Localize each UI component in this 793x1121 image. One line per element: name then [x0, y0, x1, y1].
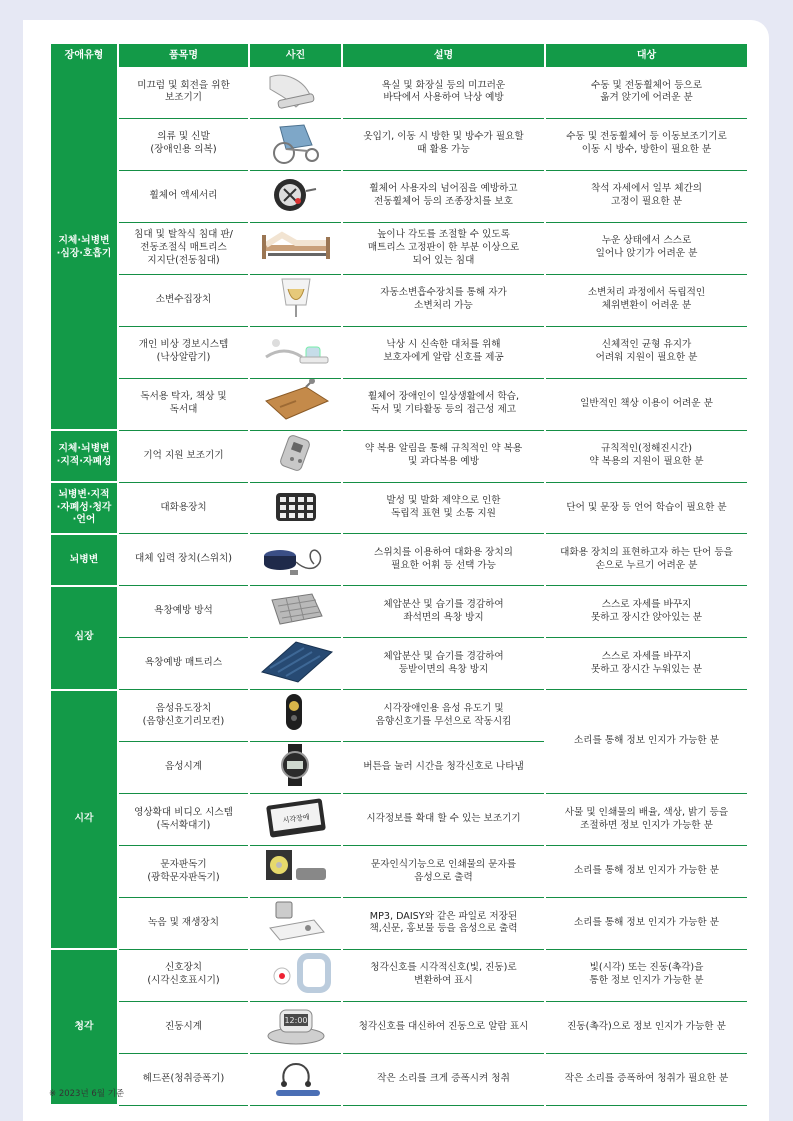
photo-cell: [249, 430, 342, 482]
description-cell: 청각신호를 시각적신호(빛, 진동)로 변환하여 표시: [342, 949, 545, 1001]
description-cell: 청각신호를 대신하여 진동으로 알람 표시: [342, 1001, 545, 1053]
description-cell: 낙상 시 신속한 대처를 위해 보호자에게 알람 신호를 제공: [342, 326, 545, 378]
disability-type-cell: 뇌병변: [50, 534, 118, 586]
item-name-cell: 음성유도장치 (음향신호기리모컨): [118, 690, 249, 742]
transfer-board-icon: [250, 67, 341, 118]
description-cell: 체압분산 및 습기를 경감하여 등받이면의 욕창 방지: [342, 638, 545, 690]
target-cell: 수동 및 전동휠체어 등으로 옮겨 앉기에 어려운 분: [545, 67, 748, 118]
photo-cell: [249, 118, 342, 170]
photo-cell: [249, 690, 342, 742]
table-row: [50, 430, 748, 482]
photo-cell: [249, 378, 342, 430]
table-body: [50, 67, 748, 1105]
item-name-cell: 대체 입력 장치(스위치): [118, 534, 249, 586]
photo-cell: [249, 794, 342, 846]
description-cell: 스위치를 이용하여 대화용 장치의 필요한 어휘 등 선택 가능: [342, 534, 545, 586]
communication-device-icon: [250, 483, 341, 534]
table-row: [50, 378, 748, 430]
photo-cell: [249, 1053, 342, 1105]
table-row: [50, 949, 748, 1001]
target-cell: 단어 및 문장 등 언어 학습이 필요한 분: [545, 482, 748, 534]
item-name-cell: 진동시계: [118, 1001, 249, 1053]
description-cell: 문자인식기능으로 인쇄물의 문자를 음성으로 출력: [342, 846, 545, 898]
photo-cell: [249, 846, 342, 898]
photo-cell: [249, 170, 342, 222]
disability-type-cell: 지체·뇌병변 ·심장·호흡기: [50, 67, 118, 430]
photo-cell: [249, 1001, 342, 1053]
target-cell: 착석 자세에서 일부 체간의 고정이 필요한 분: [545, 170, 748, 222]
table-row: [50, 326, 748, 378]
target-cell: 소변처리 과정에서 독립적인 체위변환이 어려운 분: [545, 274, 748, 326]
photo-cell: [249, 949, 342, 1001]
table-row: [50, 586, 748, 638]
target-cell: 신체적인 균형 유지가 어려워 지원이 필요한 분: [545, 326, 748, 378]
headphone-amplifier-icon: [250, 1054, 341, 1105]
photo-cell: [249, 274, 342, 326]
item-name-cell: 욕창예방 매트리스: [118, 638, 249, 690]
item-name-cell: 침대 및 탈착식 침대 판/ 전동조절식 매트리스 지지단(전동침대): [118, 222, 249, 274]
description-cell: 작은 소리를 크게 증폭시켜 청취: [342, 1053, 545, 1105]
disability-type-cell: 뇌병변·지적 ·자폐성·청각 ·언어: [50, 482, 118, 534]
description-cell: MP3, DAISY와 같은 파일로 저장된 책,신문, 홍보물 등을 음성으로 출력: [342, 898, 545, 950]
target-cell: 일반적인 책상 이용이 어려운 분: [545, 378, 748, 430]
photo-cell: [249, 898, 342, 950]
reading-table-icon: [250, 379, 341, 430]
item-name-cell: 미끄럼 및 회전을 위한 보조기기: [118, 67, 249, 118]
table-row: [50, 898, 748, 950]
item-name-cell: 영상확대 비디오 시스템 (독서확대기): [118, 794, 249, 846]
item-name-cell: 기억 지원 보조기기: [118, 430, 249, 482]
disability-type-cell: 청각: [50, 949, 118, 1105]
target-cell: 스스로 자세를 바꾸지 못하고 장시간 누워있는 분: [545, 638, 748, 690]
description-cell: 체압분산 및 습기를 경감하여 좌석면의 욕창 방지: [342, 586, 545, 638]
description-cell: 버튼을 눌러 시간을 청각신호로 나타냄: [342, 742, 545, 794]
pill-reminder-icon: [250, 431, 341, 482]
table-header-row: [50, 44, 748, 67]
photo-cell: [249, 482, 342, 534]
table-row: [50, 67, 748, 118]
table-row: [50, 482, 748, 534]
target-cell: 빛(시각) 또는 진동(촉각)을 통한 정보 인지가 가능한 분: [545, 949, 748, 1001]
item-name-cell: 휠체어 액세서리: [118, 170, 249, 222]
item-name-cell: 헤드폰(청취증폭기): [118, 1053, 249, 1105]
description-cell: 시각장애인용 음성 유도기 및 음향신호기를 무선으로 작동시킴: [342, 690, 545, 742]
photo-cell: [249, 586, 342, 638]
video-magnifier-icon: [250, 794, 341, 845]
target-cell: 소리를 통해 정보 인지가 가능한 분: [545, 690, 748, 794]
fall-alarm-icon: [250, 327, 341, 378]
disability-type-cell: 심장: [50, 586, 118, 690]
electric-bed-icon: [250, 223, 341, 274]
footnote: ※ 2023년 6월 기준: [49, 1089, 125, 1099]
item-name-cell: 개인 비상 경보시스템 (낙상알람기): [118, 326, 249, 378]
description-cell: 발성 및 발화 제약으로 인한 독립적 표현 및 소통 지원: [342, 482, 545, 534]
mattress-icon: [250, 638, 341, 689]
description-cell: 휠체어 사용자의 넘어짐을 예방하고 전동휠체어 등의 조종장치를 보호: [342, 170, 545, 222]
disability-type-cell: 지체·뇌병변 ·지적·자폐성: [50, 430, 118, 482]
description-cell: 자동소변흡수장치를 통해 자가 소변처리 가능: [342, 274, 545, 326]
item-name-cell: 독서용 탁자, 책상 및 독서대: [118, 378, 249, 430]
item-name-cell: 녹음 및 재생장치: [118, 898, 249, 950]
target-cell: 작은 소리를 증폭하여 청취가 필요한 분: [545, 1053, 748, 1105]
description-cell: 휠체어 장애인이 일상생활에서 학습, 독서 및 기타활동 등의 접근성 제고: [342, 378, 545, 430]
table-row: [50, 534, 748, 586]
table-row: [50, 638, 748, 690]
target-cell: 스스로 자세를 바꾸지 못하고 장시간 앉아있는 분: [545, 586, 748, 638]
target-cell: 사물 및 인쇄물의 배율, 색상, 밝기 등을 조절하면 정보 인지가 가능한 분: [545, 794, 748, 846]
table-row: [50, 846, 748, 898]
table-row: [50, 118, 748, 170]
vibrating-clock-icon: [250, 1002, 341, 1053]
svg-text:12:00: 12:00: [283, 1015, 308, 1025]
photo-cell: [249, 534, 342, 586]
table-row: [50, 274, 748, 326]
item-name-cell: 의류 및 신발 (장애인용 의복): [118, 118, 249, 170]
item-name-cell: 음성시계: [118, 742, 249, 794]
item-name-cell: 문자판독기 (광학문자판독기): [118, 846, 249, 898]
urine-collector-icon: [250, 275, 341, 326]
target-cell: 규칙적인(정해진시간) 약 복용의 지원이 필요한 분: [545, 430, 748, 482]
daisy-player-icon: [250, 898, 341, 949]
photo-cell: [249, 222, 342, 274]
remote-control-icon: [250, 690, 341, 741]
target-cell: 진동(촉각)으로 정보 인지가 가능한 분: [545, 1001, 748, 1053]
wheelchair-accessory-icon: [250, 171, 341, 222]
target-cell: 수동 및 전동휠체어 등 이동보조기기로 이동 시 방수, 방한이 필요한 분: [545, 118, 748, 170]
svg-text:시각장애: 시각장애: [281, 813, 310, 825]
target-cell: 대화용 장치의 표현하고자 하는 단어 등을 손으로 누르기 어려운 분: [545, 534, 748, 586]
signal-device-icon: [250, 950, 341, 1001]
item-name-cell: 욕창예방 방석: [118, 586, 249, 638]
adaptive-clothing-icon: [250, 119, 341, 170]
table-row: [50, 1053, 748, 1105]
switch-device-icon: [250, 534, 341, 585]
photo-cell: [249, 67, 342, 118]
disability-type-cell: 시각: [50, 690, 118, 950]
description-cell: 시각정보를 확대 할 수 있는 보조기기: [342, 794, 545, 846]
photo-cell: [249, 638, 342, 690]
photo-cell: [249, 742, 342, 794]
table-row: [50, 1001, 748, 1053]
description-cell: 욕실 및 화장실 등의 미끄러운 바닥에서 사용하여 낙상 예방: [342, 67, 545, 118]
table-row: [50, 170, 748, 222]
item-name-cell: 소변수집장치: [118, 274, 249, 326]
ocr-reader-icon: [250, 846, 341, 897]
target-cell: 누운 상태에서 스스로 일어나 앉기가 어려운 분: [545, 222, 748, 274]
header-type: 장애유형: [50, 44, 118, 67]
cushion-icon: [250, 586, 341, 637]
description-cell: 약 복용 알림을 통해 규칙적인 약 복용 및 과다복용 예방: [342, 430, 545, 482]
item-name-cell: 대화용장치: [118, 482, 249, 534]
table-row: [50, 794, 748, 846]
header-item: 품목명: [118, 44, 249, 67]
talking-watch-icon: [250, 742, 341, 793]
description-cell: 높이나 각도를 조절할 수 있도록 매트리스 고정판이 한 부분 이상으로 되어 있는 침대: [342, 222, 545, 274]
table-row: [50, 222, 748, 274]
table-row: [50, 690, 748, 742]
target-cell: 소리를 통해 정보 인지가 가능한 분: [545, 898, 748, 950]
photo-cell: [249, 326, 342, 378]
item-name-cell: 신호장치 (시각신호표시기): [118, 949, 249, 1001]
header-target: 대상: [545, 44, 748, 67]
description-cell: 옷입기, 이동 시 방한 및 방수가 필요할 때 활용 가능: [342, 118, 545, 170]
target-cell: 소리를 통해 정보 인지가 가능한 분: [545, 846, 748, 898]
header-photo: 사진: [249, 44, 342, 67]
header-desc: 설명: [342, 44, 545, 67]
assistive-device-table: [49, 44, 749, 1106]
